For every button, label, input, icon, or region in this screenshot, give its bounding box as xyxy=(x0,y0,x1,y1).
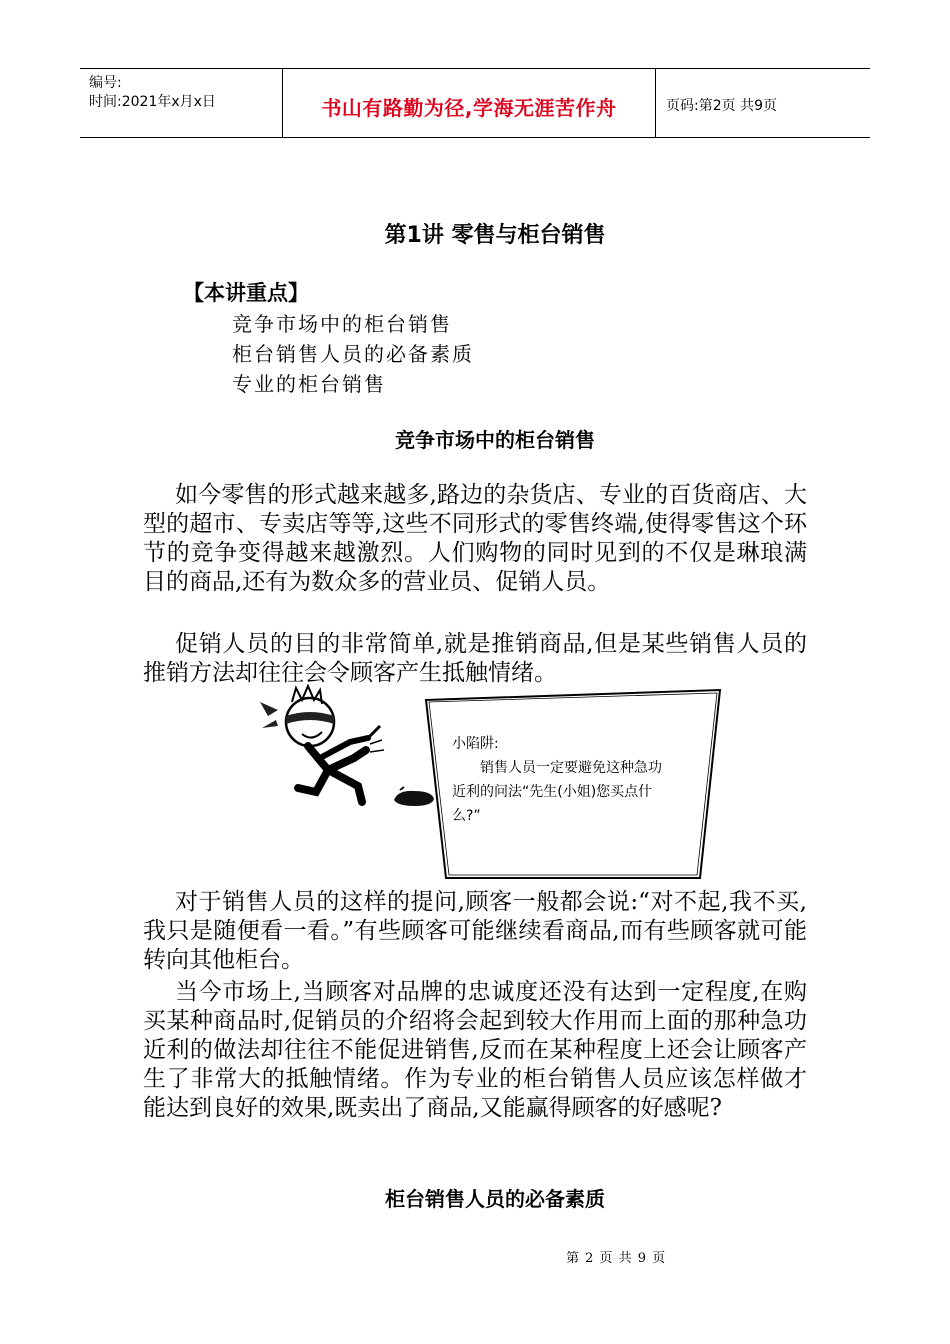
paragraph: 如今零售的形式越来越多,路边的杂货店、专业的百货商店、大型的超市、专卖店等等,这些不同形式的零售终端,使得零售这个环节的竞争变得越来越激烈。人们购物的同时见到的不仅是琳琅满目的商品,还有为数众多的营业员、促销人员。 xyxy=(143,482,807,595)
header-meta-cell xyxy=(80,69,282,137)
key-point-item: 柜台销售人员的必备素质 xyxy=(232,342,474,366)
header-motto-cell xyxy=(282,69,656,137)
key-point-item: 竞争市场中的柜台销售 xyxy=(232,312,452,336)
header-page-cell xyxy=(656,69,870,137)
paragraph: 对于销售人员的这样的提问,顾客一般都会说:“对不起,我不买,我只是随便看一看。”有些顾客可能继续看商品,而有些顾客就可能转向其他柜台。 xyxy=(143,889,807,973)
callout-body: 销售人员一定要避免这种急功近利的问法“先生(小姐)您买点什么?” xyxy=(452,760,662,824)
page-header xyxy=(80,68,870,138)
paragraph: 当今市场上,当顾客对品牌的忠诚度还没有达到一定程度,在购买某种商品时,促销员的介绍将会起到较大作用而上面的那种急功近利的做法却往往不能促进销售,反而在某种程度上还会让顾客产生了非常大的抵触情绪。作为专业的柜台销售人员应该怎样做才能达到良好的效果,既卖出了商品,又能赢得顾客的好感呢? xyxy=(143,979,807,1121)
page-footer: 第 2 页 共 9 页 xyxy=(566,1251,667,1266)
callout-label: 小陷阱: xyxy=(452,736,499,752)
key-point-item: 专业的柜台销售 xyxy=(232,372,386,396)
key-points-heading: 【本讲重点】 xyxy=(183,281,309,305)
paragraph: 促销人员的目的非常简单,就是推销商品,但是某些销售人员的推销方法却往往会令顾客产生抵触情绪。 xyxy=(143,631,807,686)
callout-text xyxy=(452,732,664,828)
section-heading: 竞争市场中的柜台销售 xyxy=(395,428,595,452)
number-label: 编号: xyxy=(89,75,122,91)
lecture-title: 第1讲 零售与柜台销售 xyxy=(384,223,606,248)
motto: 书山有路勤为径,学海无涯苦作舟 xyxy=(321,96,617,120)
page-label: 页码:第2页 共9页 xyxy=(666,98,777,114)
time-label: 时间:2021年x月x日 xyxy=(89,94,216,110)
section-heading: 柜台销售人员的必备素质 xyxy=(385,1187,605,1211)
